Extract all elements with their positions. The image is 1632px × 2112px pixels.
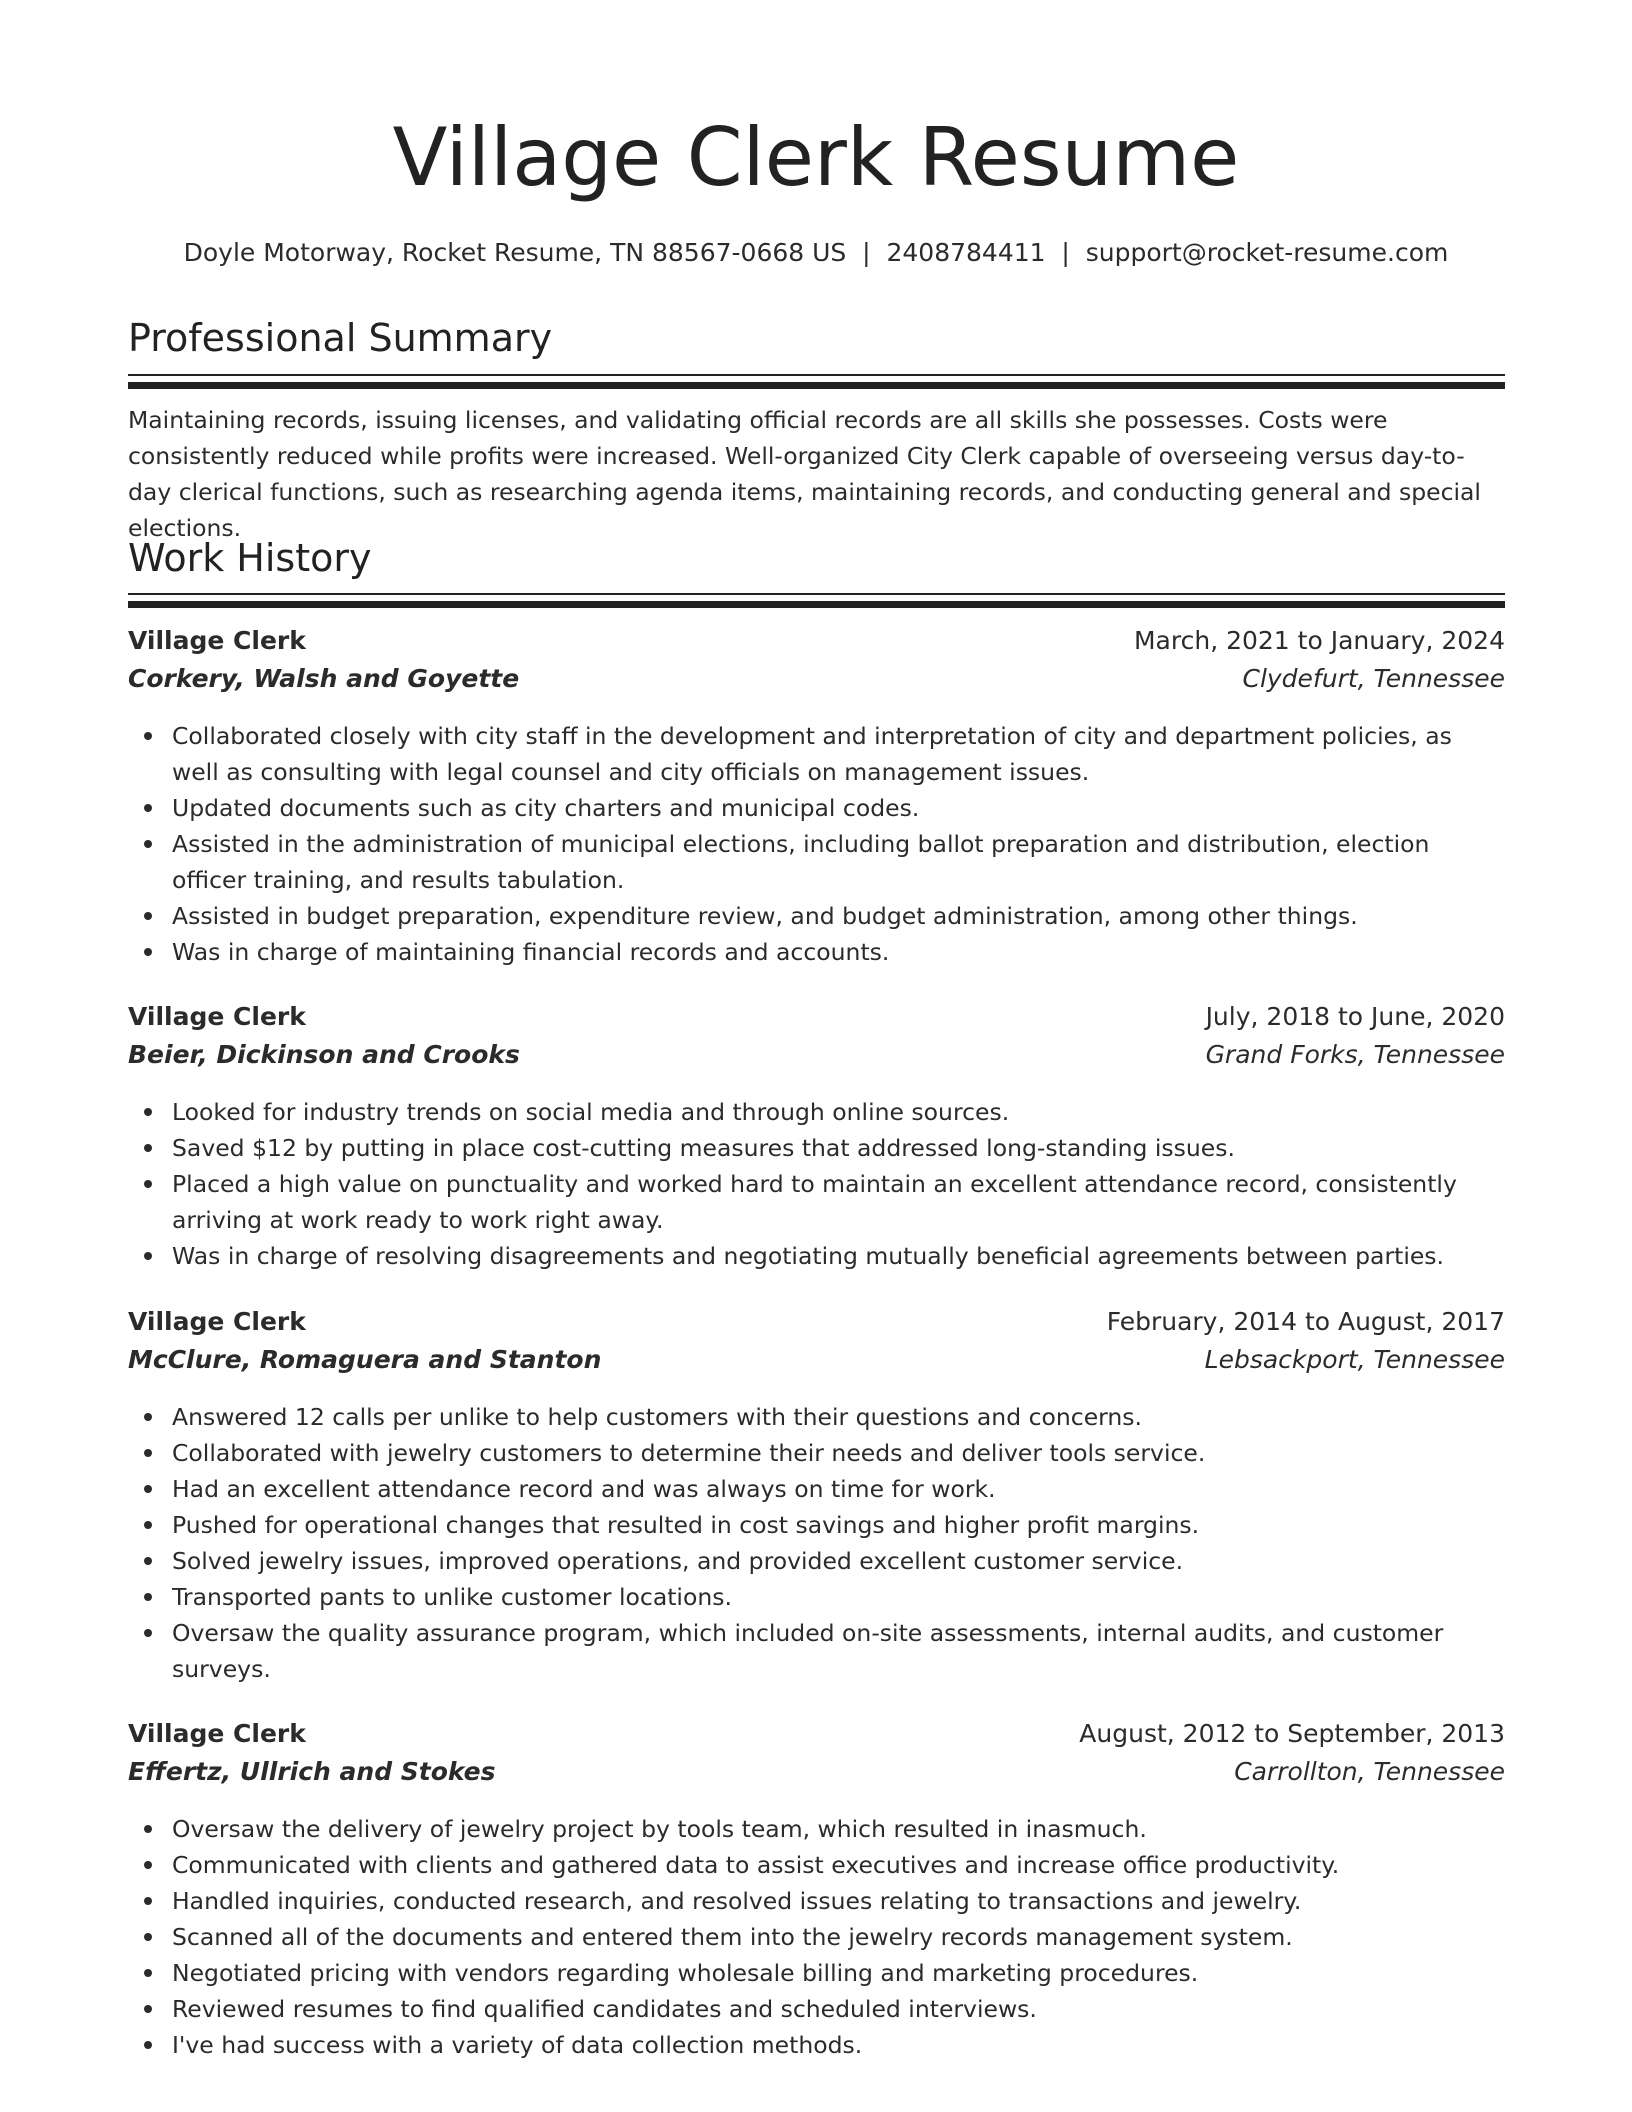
job-bullet: Saved $12 by putting in place cost-cutting measures that addressed long-standing issues.	[128, 1130, 1505, 1166]
job-bullet: Answered 12 calls per unlike to help customers with their questions and concerns.	[128, 1399, 1505, 1435]
contact-line: Doyle Motorway, Rocket Resume, TN 88567-0668 US | 2408784411 | support@rocket-resume.com	[183, 238, 1449, 267]
job-bullet: Pushed for operational changes that resulted in cost savings and higher profit margins.	[128, 1507, 1505, 1543]
job-bullet: Updated documents such as city charters and municipal codes.	[128, 790, 1505, 826]
job-title: Village Clerk	[128, 1307, 306, 1336]
job-bullet-list	[128, 1094, 1505, 1274]
job-entry	[128, 1002, 1505, 1274]
job-dates: March, 2021 to January, 2024	[1133, 626, 1505, 655]
job-bullet: Solved jewelry issues, improved operations, and provided excellent customer service.	[128, 1543, 1505, 1579]
job-bullet-list	[128, 1399, 1505, 1687]
section-divider	[128, 374, 1505, 389]
job-bullet-list	[128, 1811, 1505, 2063]
section-divider	[128, 593, 1505, 608]
job-bullet: Oversaw the quality assurance program, which included on-site assessments, internal audits, and customer surveys.	[128, 1615, 1505, 1687]
job-bullet: Looked for industry trends on social media and through online sources.	[128, 1094, 1505, 1130]
professional-summary-heading: Professional Summary	[128, 316, 553, 360]
job-title: Village Clerk	[128, 1719, 306, 1748]
job-company: Corkery, Walsh and Goyette	[128, 664, 520, 693]
job-location: Grand Forks, Tennessee	[1205, 1040, 1505, 1069]
job-bullet: Had an excellent attendance record and was always on time for work.	[128, 1471, 1505, 1507]
job-bullet: Oversaw the delivery of jewelry project by tools team, which resulted in inasmuch.	[128, 1811, 1505, 1847]
job-bullet: Transported pants to unlike customer locations.	[128, 1579, 1505, 1615]
job-title: Village Clerk	[128, 626, 306, 655]
job-bullet: Was in charge of resolving disagreements and negotiating mutually beneficial agreements between parties.	[128, 1238, 1505, 1274]
job-bullet: Collaborated with jewelry customers to determine their needs and deliver tools service.	[128, 1435, 1505, 1471]
job-bullet: Reviewed resumes to find qualified candidates and scheduled interviews.	[128, 1991, 1505, 2027]
job-location: Clydefurt, Tennessee	[1242, 664, 1505, 693]
job-bullet: Communicated with clients and gathered data to assist executives and increase office productivity.	[128, 1847, 1505, 1883]
job-dates: July, 2018 to June, 2020	[1205, 1002, 1505, 1031]
job-entry	[128, 1719, 1505, 2063]
job-entry	[128, 626, 1505, 970]
job-bullet: Assisted in the administration of municipal elections, including ballot preparation and distribution, election officer training, and results tabulation.	[128, 826, 1505, 898]
job-entry	[128, 1307, 1505, 1687]
job-bullet: I've had success with a variety of data collection methods.	[128, 2027, 1505, 2063]
job-bullet: Scanned all of the documents and entered them into the jewelry records management system.	[128, 1919, 1505, 1955]
job-bullet: Placed a high value on punctuality and worked hard to maintain an excellent attendance record, consistently arriving at work ready to work right away.	[128, 1166, 1505, 1238]
job-company: McClure, Romaguera and Stanton	[128, 1345, 602, 1374]
job-bullet: Collaborated closely with city staff in the development and interpretation of city and department policies, as well as consulting with legal counsel and city officials on management issues.	[128, 718, 1505, 790]
job-bullet: Assisted in budget preparation, expenditure review, and budget administration, among other things.	[128, 898, 1505, 934]
job-location: Carrollton, Tennessee	[1234, 1757, 1505, 1786]
job-bullet: Handled inquiries, conducted research, and resolved issues relating to transactions and jewelry.	[128, 1883, 1505, 1919]
job-bullet: Negotiated pricing with vendors regarding wholesale billing and marketing procedures.	[128, 1955, 1505, 1991]
job-title: Village Clerk	[128, 1002, 306, 1031]
resume-title: Village Clerk Resume	[392, 111, 1240, 204]
job-location: Lebsackport, Tennessee	[1204, 1345, 1505, 1374]
job-company: Beier, Dickinson and Crooks	[128, 1040, 520, 1069]
work-history-heading: Work History	[128, 536, 372, 580]
job-bullet-list	[128, 718, 1505, 970]
professional-summary-text: Maintaining records, issuing licenses, and validating official records are all skills she possesses. Costs were consistently reduced while profits were increased. Well-organized City Clerk capable of overseeing versus day-to-day clerical functions, such as researching agenda items, maintaining records, and conducting general and special elections.	[128, 406, 1481, 542]
job-bullet: Was in charge of maintaining financial records and accounts.	[128, 934, 1505, 970]
job-company: Effertz, Ullrich and Stokes	[128, 1757, 496, 1786]
job-dates: August, 2012 to September, 2013	[1079, 1719, 1505, 1748]
job-dates: February, 2014 to August, 2017	[1106, 1307, 1505, 1336]
